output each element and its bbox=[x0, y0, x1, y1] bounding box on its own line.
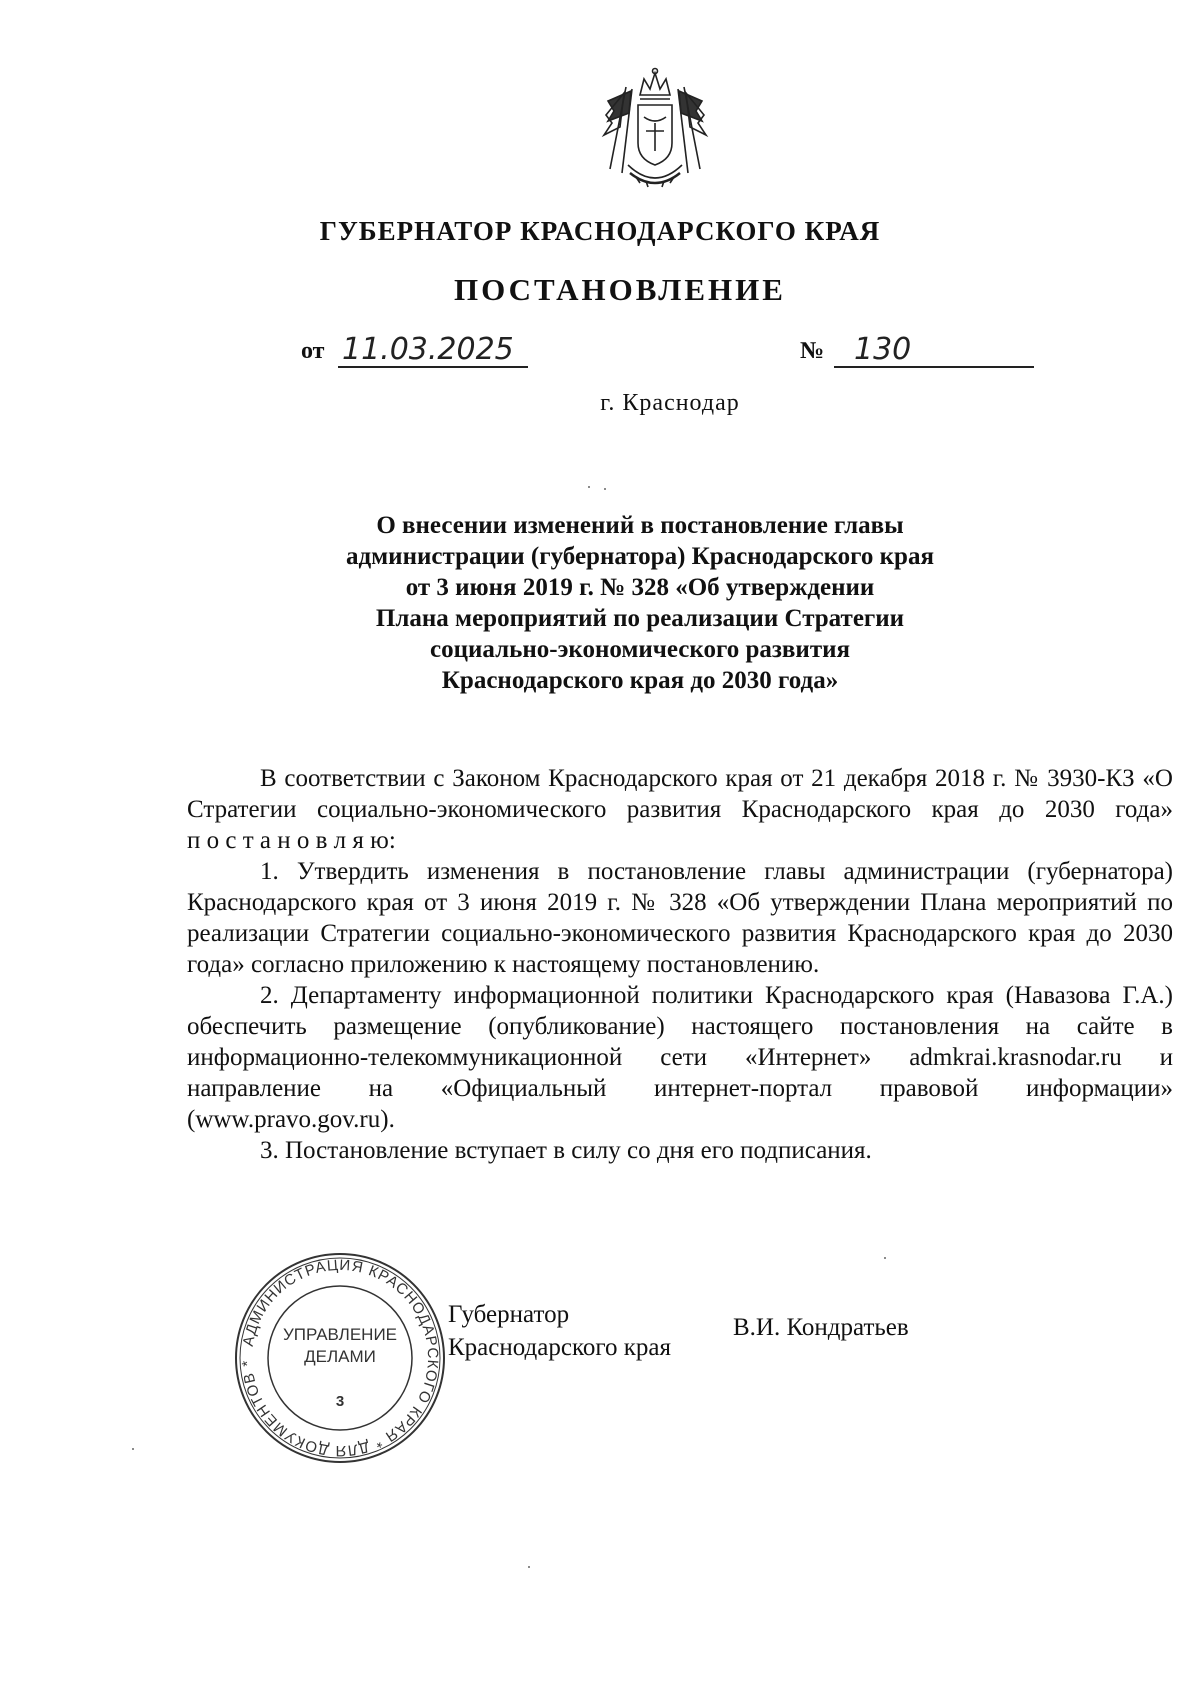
title-line: Плана мероприятий по реализации Стратегии bbox=[375, 605, 905, 632]
scan-speck bbox=[604, 488, 606, 490]
document-body bbox=[187, 763, 1173, 1166]
title-line: Краснодарского края до 2030 года» bbox=[441, 667, 839, 694]
date-value: 11.03.2025 bbox=[342, 332, 514, 367]
signatory-title bbox=[448, 1298, 671, 1364]
stamp-number: 3 bbox=[335, 1393, 345, 1410]
date-prefix: от bbox=[301, 338, 325, 364]
title-line: администрации (губернатора) Краснодарского края bbox=[346, 543, 934, 570]
scan-speck bbox=[588, 486, 590, 488]
official-stamp bbox=[230, 1248, 450, 1468]
stamp-outer-text: АДМИНИСТРАЦИЯ КРАСНОДАРСКОГО КРАЯ * ДЛЯ ДОКУМЕНТОВ * bbox=[238, 1256, 442, 1460]
date-field bbox=[338, 332, 528, 368]
stamp-inner-line-1: УПРАВЛЕНИЕ bbox=[282, 1325, 398, 1344]
scan-speck bbox=[132, 1448, 134, 1450]
stamp-inner-line-2: ДЕЛАМИ bbox=[304, 1347, 376, 1366]
preamble-text: В соответствии с Законом Краснодарского края от 21 декабря 2018 г. № 3930-КЗ «О Стратегии социально-экономического развития Краснодарского края до 2030 года» bbox=[187, 765, 1173, 823]
number-prefix: № bbox=[800, 338, 825, 364]
decree-word: п о с т а н о в л я ю: bbox=[187, 827, 396, 854]
coat-of-arms-icon bbox=[600, 65, 710, 193]
city-line: г. Краснодар bbox=[600, 390, 740, 416]
title-line: от 3 июня 2019 г. № 328 «Об утверждении bbox=[405, 574, 875, 601]
item-3-paragraph: 3. Постановление вступает в силу со дня его подписания. bbox=[260, 1137, 872, 1164]
scan-speck bbox=[528, 1566, 530, 1568]
signatory-name: В.И. Кондратьев bbox=[733, 1314, 909, 1341]
preamble-paragraph bbox=[187, 763, 1173, 856]
title-line: социально-экономического развития bbox=[429, 636, 851, 663]
signatory-title-line-1: Губернатор bbox=[448, 1301, 570, 1328]
item-2-paragraph: 2. Департаменту информационной политики Краснодарского края (Навазова Г.А.) обеспечить размещение (опубликование) настоящего постановления на сайте в информационно-телекоммуникационной сети «Интернет» admkrai.krasnodar.ru и направление на «Официальный интернет-портал правовой информации» (www.pravo.gov.ru). bbox=[187, 982, 1173, 1133]
title-line: О внесении изменений в постановление главы bbox=[376, 512, 904, 539]
scan-speck bbox=[884, 1257, 886, 1259]
issuer-heading: ГУБЕРНАТОР КРАСНОДАРСКОГО КРАЯ bbox=[319, 216, 881, 246]
number-value: 130 bbox=[854, 332, 912, 367]
number-field bbox=[834, 332, 1034, 368]
item-1-paragraph: 1. Утвердить изменения в постановление главы администрации (губернатора) Краснодарского края от 3 июня 2019 г. № 328 «Об утверждении Плана мероприятий по реализации Стратегии социально-экономического развития Краснодарского края до 2030 года» согласно приложению к настоящему постановлению. bbox=[187, 858, 1173, 978]
signatory-title-line-2: Краснодарского края bbox=[448, 1334, 671, 1361]
document-type-heading: ПОСТАНОВЛЕНИЕ bbox=[454, 272, 786, 307]
document-title bbox=[40, 510, 1200, 696]
